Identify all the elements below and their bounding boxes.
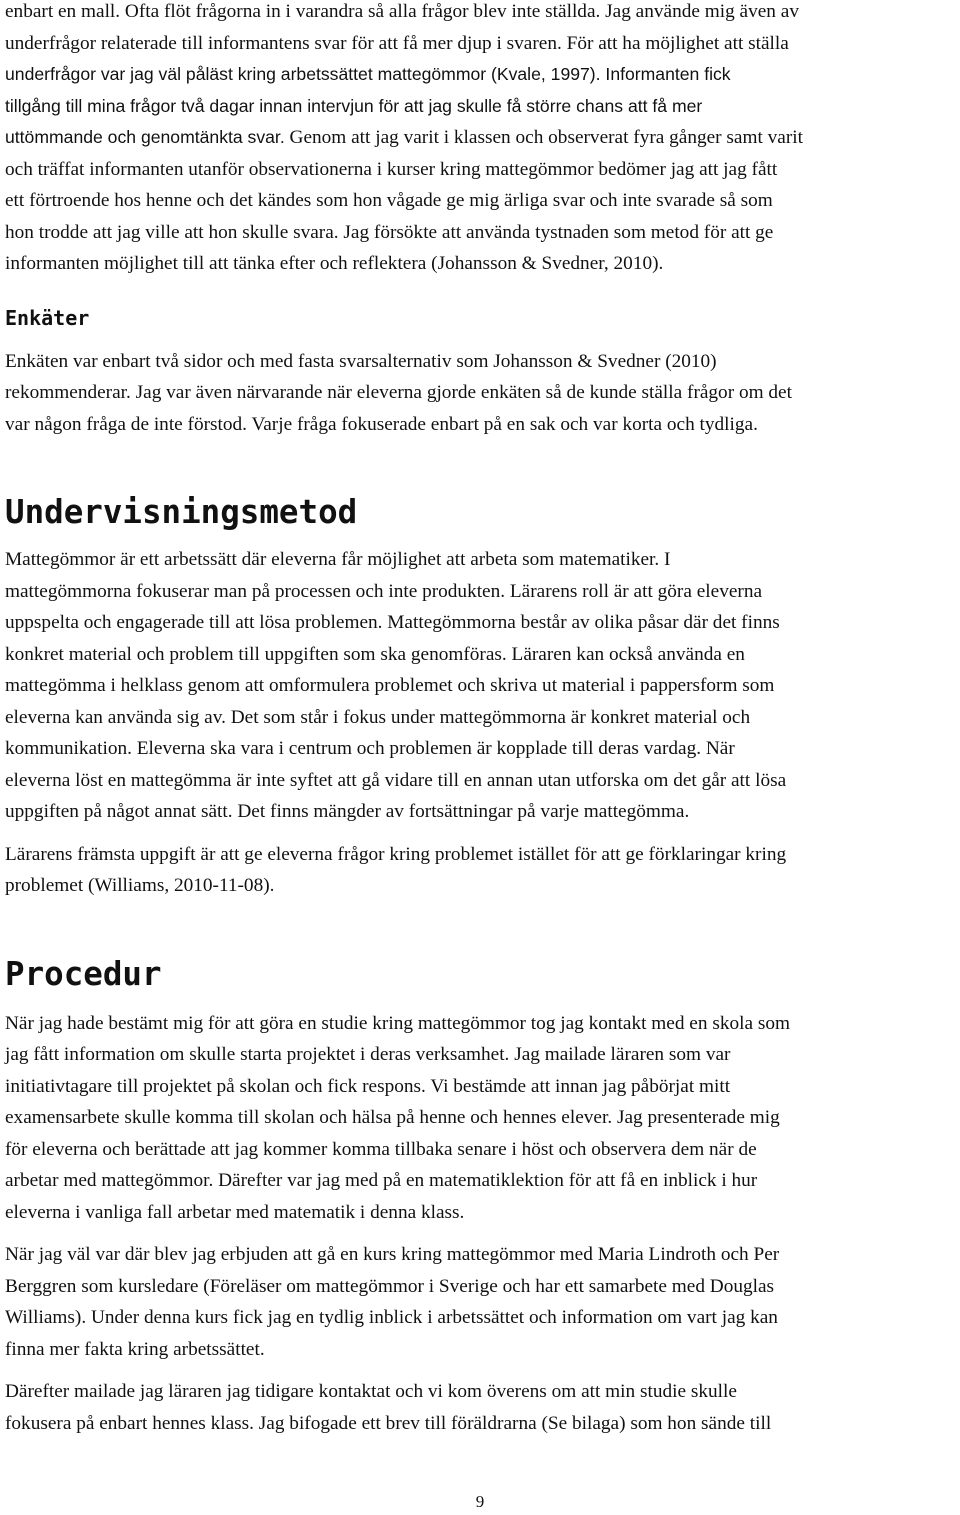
text-line: Enkäten var enbart två sidor och med fasta svarsalternativ som Johansson & Svedner (2010) (5, 350, 717, 372)
section-heading-procedur: Procedur (5, 954, 162, 993)
text-line: Lärarens främsta uppgift är att ge eleverna frågor kring problemet istället för att ge förklaringar kring (5, 843, 787, 865)
text-line: för eleverna och berättade att jag kommer komma tillbaka senare i höst och observera dem när de (5, 1138, 757, 1160)
intro-paragraph (5, 0, 955, 280)
enkater-paragraph (5, 346, 955, 441)
text-line: Därefter mailade jag läraren jag tidigare kontaktat och vi kom överens om att min studie skulle (5, 1381, 737, 1402)
text-line: eleverna löst en mattegömma är inte syftet att gå vidare till en annan utan utforska om det går att lösa (5, 769, 787, 791)
text-line: När jag väl var där blev jag erbjuden att gå en kurs kring mattegömmor med Maria Lindroth och Per (5, 1244, 780, 1265)
procedur-paragraph (5, 1376, 955, 1439)
text-line: tillgång till mina frågor två dagar innan intervjun för att jag skulle få större chans att få mer (5, 95, 703, 116)
page-number: 9 (475, 1492, 485, 1511)
page-body (5, 0, 955, 1439)
text-line: examensarbete skulle komma till skolan och hälsa på henne och hennes elever. Jag presenterade mig (5, 1107, 780, 1128)
text-line: arbetar med mattegömmor. Därefter var jag med på en matematiklektion för att få en inblick i hur (5, 1170, 758, 1191)
text-line: kommunikation. Eleverna ska vara i centrum och problemen är kopplade till deras vardag. När (5, 738, 735, 759)
text-line: initiativtagare till projektet på skolan och fick respons. Vi bestämde att innan jag påbörjat mitt (5, 1075, 731, 1097)
undervisningsmetod-paragraph (5, 839, 955, 902)
text-line: uppgiften på något annat sätt. Det finns mängder av fortsättningar på varje mattegömma. (5, 801, 690, 822)
text-line: Williams). Under denna kurs fick jag en tydlig inblick i arbetssättet och information om vart jag kan (5, 1307, 778, 1328)
text-line: Mattegömmor är ett arbetssätt där eleverna får möjlighet att arbeta som matematiker. I (5, 549, 671, 570)
text-line: jag fått information om skulle starta projektet i deras verksamhet. Jag mailade läraren som var (5, 1044, 731, 1065)
text-line: informanten möjlighet till att tänka efter och reflektera (Johansson & Svedner, 2010). (5, 253, 664, 274)
procedur-paragraph (5, 1239, 955, 1365)
text-line: När jag hade bestämt mig för att göra en studie kring mattegömmor tog jag kontakt med en skola som (5, 1012, 790, 1034)
text-line: uppspelta och engagerade till att lösa problemen. Mattegömmorna består av olika påsar där det finns (5, 612, 780, 633)
text-line: konkret material och problem till uppgiften som ska genomföras. Läraren kan också använda en (5, 643, 745, 665)
text-segment: Genom att jag varit i klassen och observerat fyra gånger samt varit (284, 127, 803, 148)
text-line: hon trodde att jag ville att hon skulle svara. Jag försökte att använda tystnaden som metod för att ge (5, 221, 774, 243)
undervisningsmetod-paragraph (5, 544, 955, 828)
section-heading-enkater: Enkäter (5, 305, 90, 330)
text-line: underfrågor relaterade till informantens svar för att få mer djup i svaren. För att ha möjlighet att ställa (5, 32, 789, 54)
text-line: eleverna i vanliga fall arbetar med matematik i denna klass. (5, 1201, 465, 1223)
text-segment: uttömmande och genomtänkta svar. (5, 127, 285, 147)
text-line: Berggren som kursledare (Föreläser om mattegömmor i Sverige och har ett samarbete med Douglas (5, 1275, 775, 1297)
text-line: eleverna kan använda sig av. Det som står i fokus under mattegömmorna är konkret material och (5, 706, 751, 728)
text-line (5, 122, 955, 154)
text-line: var någon fråga de inte förstod. Varje fråga fokuserade enbart på en sak och var korta och tydliga. (5, 413, 758, 435)
text-line: enbart en mall. Ofta flöt frågorna in i varandra så alla frågor blev inte ställda. Jag använde mig även av (5, 1, 799, 22)
text-line: mattegömmorna fokuserar man på processen och inte produkten. Lärarens roll är att göra eleverna (5, 580, 763, 602)
text-line: fokusera på enbart hennes klass. Jag bifogade ett brev till föräldrarna (Se bilaga) som hon sände till (5, 1412, 772, 1434)
text-line: och träffat informanten utanför observationerna i kurser kring mattegömmor bedömer jag att jag fått (5, 158, 778, 180)
text-line: underfrågor var jag väl påläst kring arbetssättet mattegömmor (Kvale, 1997). Informanten fick (5, 64, 731, 84)
text-line: ett förtroende hos henne och det kändes som hon vågade ge mig ärliga svar och inte svarade så som (5, 190, 773, 211)
text-line: finna mer fakta kring arbetssättet. (5, 1338, 265, 1360)
text-line: problemet (Williams, 2010-11-08). (5, 875, 275, 896)
text-line: mattegömma i helklass genom att omformulera problemet och skriva ut material i pappersform som (5, 675, 775, 696)
section-heading-undervisningsmetod: Undervisningsmetod (5, 493, 358, 531)
procedur-paragraph (5, 1008, 955, 1229)
text-line: rekommenderar. Jag var även närvarande när eleverna gjorde enkäten så de kunde ställa frågor om det (5, 382, 792, 403)
